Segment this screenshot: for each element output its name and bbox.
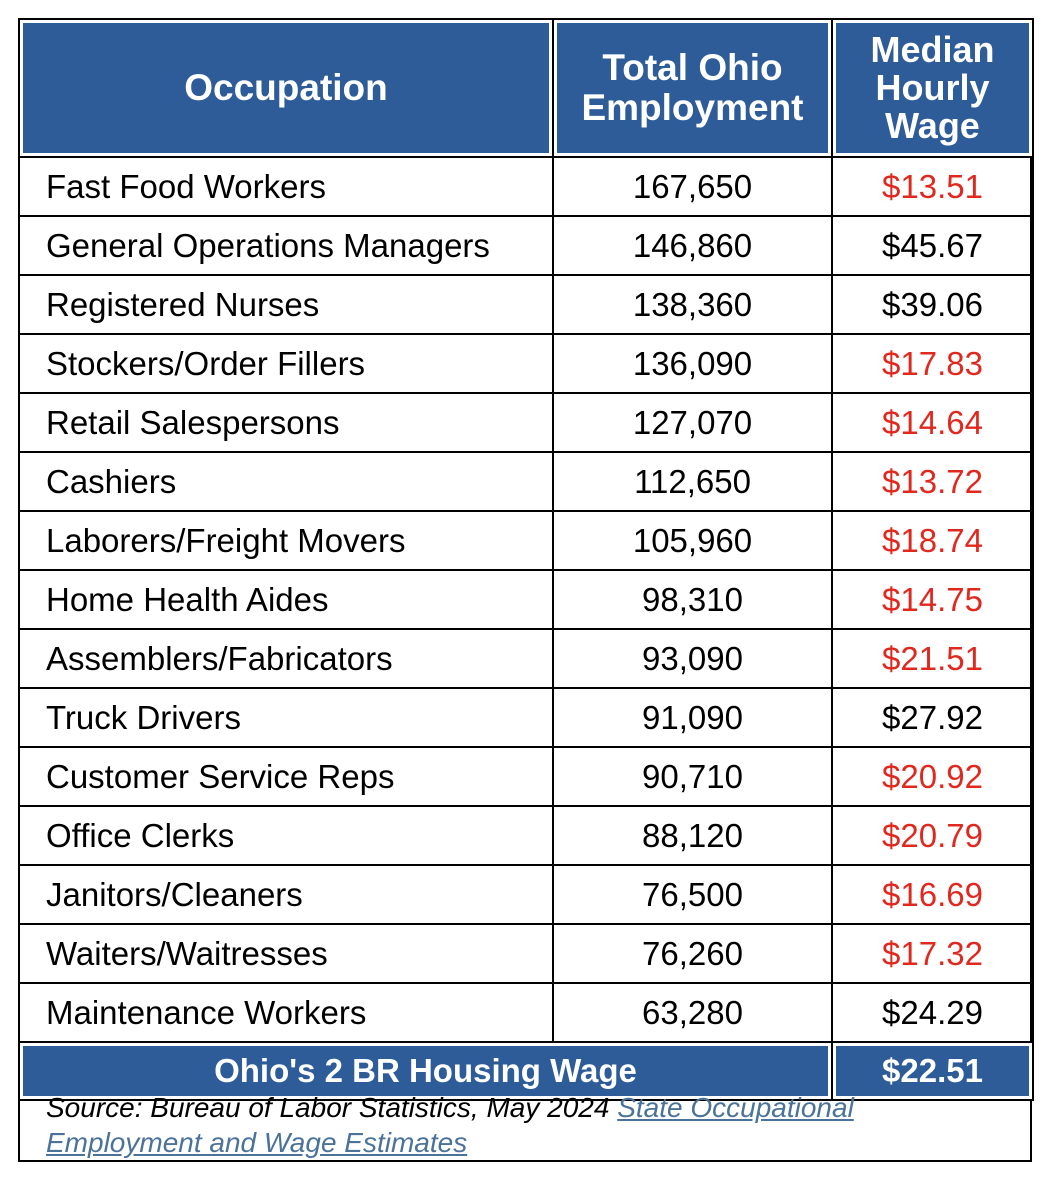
median-wage-cell: $16.69: [832, 865, 1033, 924]
employment-cell: 146,860: [553, 216, 832, 275]
table-row: [19, 865, 1033, 924]
median-wage-cell: $14.64: [832, 393, 1033, 452]
median-wage-cell: $20.92: [832, 747, 1033, 806]
employment-cell: 138,360: [553, 275, 832, 334]
employment-cell: 98,310: [553, 570, 832, 629]
table-body: [19, 157, 1033, 1042]
source-link[interactable]: State Occupational Employment and Wage Estimates: [46, 1092, 854, 1158]
median-wage-cell: $24.29: [832, 983, 1033, 1042]
table-row: [19, 747, 1033, 806]
employment-cell: 91,090: [553, 688, 832, 747]
occupation-cell: Registered Nurses: [19, 275, 553, 334]
employment-cell: 112,650: [553, 452, 832, 511]
median-wage-cell: $20.79: [832, 806, 1033, 865]
employment-cell: 136,090: [553, 334, 832, 393]
employment-cell: 167,650: [553, 157, 832, 216]
employment-cell: 63,280: [553, 983, 832, 1042]
employment-cell: 88,120: [553, 806, 832, 865]
median-wage-cell: $39.06: [832, 275, 1033, 334]
table-row: [19, 629, 1033, 688]
median-wage-cell: $45.67: [832, 216, 1033, 275]
employment-cell: 105,960: [553, 511, 832, 570]
occupation-header: Occupation: [19, 19, 553, 157]
occupation-cell: Customer Service Reps: [19, 747, 553, 806]
table-row: [19, 924, 1033, 983]
median-wage-header: Median Hourly Wage: [832, 19, 1033, 157]
table-row: [19, 806, 1033, 865]
median-wage-cell: $27.92: [832, 688, 1033, 747]
table-row: [19, 511, 1033, 570]
header-row: [19, 19, 1033, 157]
wage-table: [18, 18, 1034, 1101]
median-wage-cell: $21.51: [832, 629, 1033, 688]
occupation-cell: Stockers/Order Fillers: [19, 334, 553, 393]
occupation-cell: Waiters/Waitresses: [19, 924, 553, 983]
source-text: Source: Bureau of Labor Statistics, May 2024: [46, 1092, 618, 1123]
employment-header: Total Ohio Employment: [553, 19, 832, 157]
housing-wage-value: $22.51: [832, 1042, 1033, 1100]
table-row: [19, 393, 1033, 452]
table-row: [19, 688, 1033, 747]
occupation-cell: General Operations Managers: [19, 216, 553, 275]
occupation-cell: Retail Salespersons: [19, 393, 553, 452]
table-row: [19, 157, 1033, 216]
employment-cell: 93,090: [553, 629, 832, 688]
table-row: [19, 216, 1033, 275]
median-wage-cell: $13.51: [832, 157, 1033, 216]
occupation-cell: Truck Drivers: [19, 688, 553, 747]
employment-cell: 90,710: [553, 747, 832, 806]
occupation-cell: Office Clerks: [19, 806, 553, 865]
table-row: [19, 983, 1033, 1042]
occupation-cell: Assemblers/Fabricators: [19, 629, 553, 688]
employment-cell: 76,500: [553, 865, 832, 924]
table-row: [19, 334, 1033, 393]
housing-wage-label: Ohio's 2 BR Housing Wage: [19, 1042, 832, 1100]
table-row: [19, 452, 1033, 511]
median-wage-cell: $17.83: [832, 334, 1033, 393]
employment-cell: 127,070: [553, 393, 832, 452]
occupation-cell: Laborers/Freight Movers: [19, 511, 553, 570]
employment-cell: 76,260: [553, 924, 832, 983]
source-note: [46, 1090, 1006, 1160]
median-wage-cell: $18.74: [832, 511, 1033, 570]
median-wage-cell: $13.72: [832, 452, 1033, 511]
median-wage-cell: $17.32: [832, 924, 1033, 983]
occupation-cell: Maintenance Workers: [19, 983, 553, 1042]
occupation-cell: Cashiers: [19, 452, 553, 511]
table-row: [19, 570, 1033, 629]
table-row: [19, 275, 1033, 334]
occupation-cell: Fast Food Workers: [19, 157, 553, 216]
occupation-cell: Home Health Aides: [19, 570, 553, 629]
occupation-cell: Janitors/Cleaners: [19, 865, 553, 924]
median-wage-cell: $14.75: [832, 570, 1033, 629]
